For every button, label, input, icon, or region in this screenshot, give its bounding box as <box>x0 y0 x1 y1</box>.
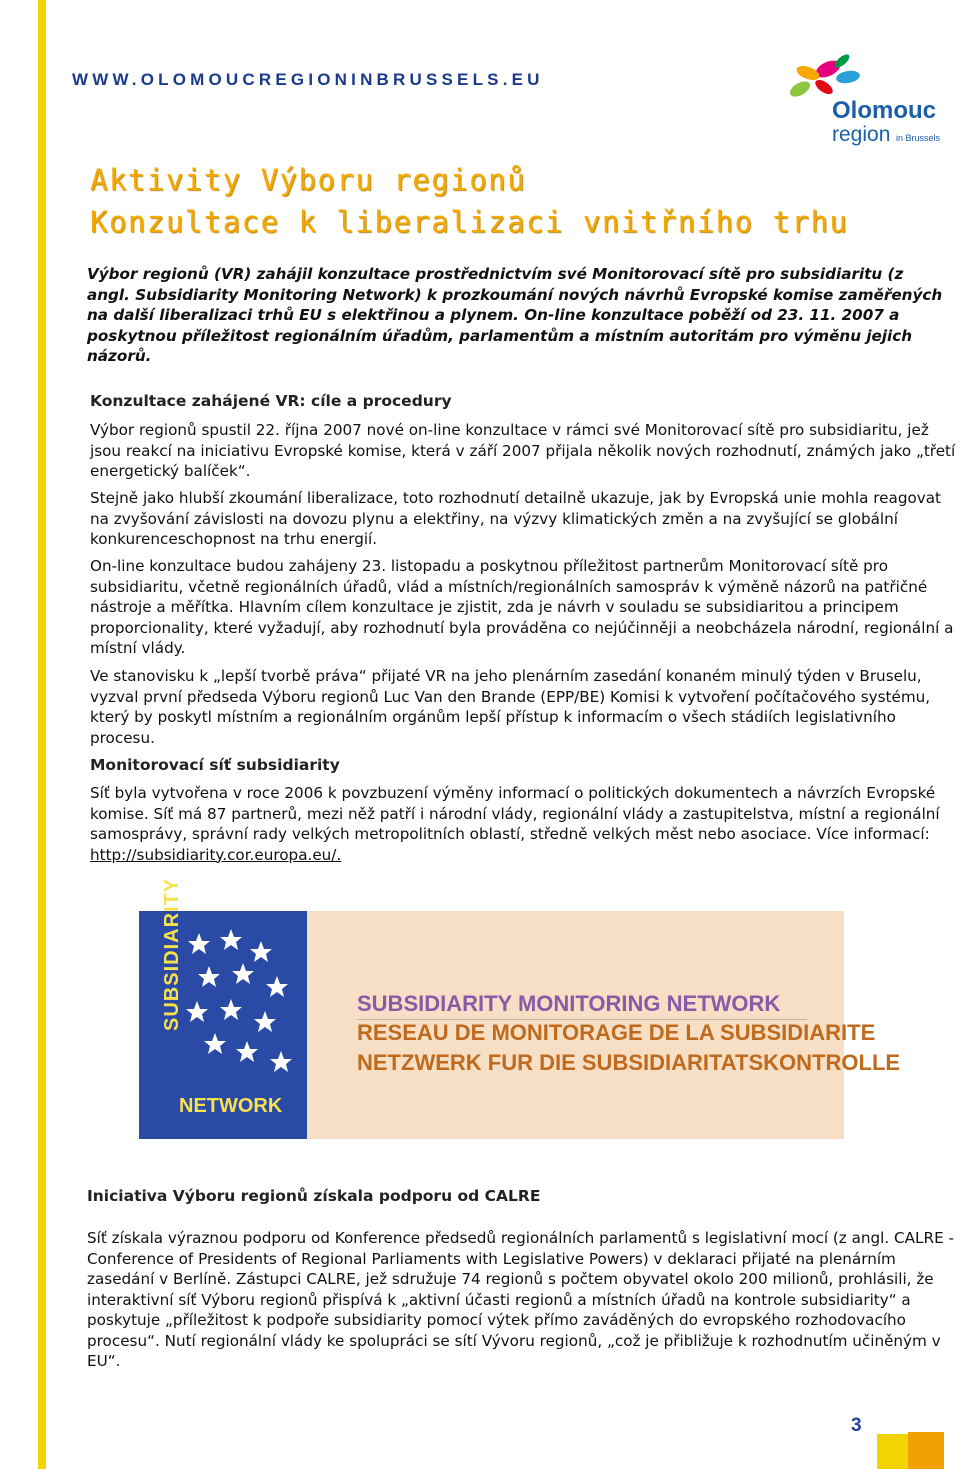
svg-text:in Brussels: in Brussels <box>896 133 941 143</box>
svg-text:region: region <box>832 123 891 146</box>
subsidiarity-network-banner <box>139 877 901 1139</box>
page-title-line2: Konzultace k liberalizaci vnitřního trhu <box>90 205 849 239</box>
svg-text:Olomouc: Olomouc <box>832 97 937 124</box>
banner-line-en: SUBSIDIARITY MONITORING NETWORK <box>357 991 781 1016</box>
banner-vertical-text: SUBSIDIARITY <box>161 877 183 1031</box>
corner-orange-square <box>908 1432 944 1469</box>
subsidiarity-link[interactable]: http://subsidiarity.cor.europa.eu/. <box>90 845 342 864</box>
banner-blue-panel <box>139 877 307 1139</box>
intro-paragraph: Výbor regionů (VR) zahájil konzultace prostřednictvím své Monitorovací sítě pro subsidiaritu (z angl. Subsidiarity Monitoring Network) k prozkoumání nových návrhů Evropské komise zaměřených na další liberalizaci trhů EU s elektřinou a plynem. On-line konzultace poběží od 23. 11. 2007 a poskytnou příležitost regionálním úřadům, parlamentům a místním autoritám pro výměnu jejich názorů. <box>87 265 943 365</box>
section2-text: Síť byla vytvořena v roce 2006 k povzbuzení výměny informací o politických dokumentech a návrzích Evropské komise. Síť má 87 partnerů, mezi něž patří i národní vlády, regionální vlády a zastupitelstva, místní a regionální samosprávy, správní rady velkých metropolitních oblastí, středně velkých měst nebo asociace. Více informací: <box>90 784 940 843</box>
olomouc-region-logo <box>778 55 948 150</box>
banner-line-de: NETZWERK FUR DIE SUBSIDIARITATSKONTROLLE <box>357 1050 901 1075</box>
section1-paragraph4: Ve stanovisku k „lepší tvorbě práva“ přijaté VR na jeho plenárním zasedání konaném minulý týden v Bruselu, vyzval první předseda Výboru regionů Luc Van den Brande (EPP/BE) Komisi k vytvoření počítačového systému, který by poskytl místním a regionálním orgánům lepší přístup k informacím o všech stádiích legislativního procesu. <box>90 667 931 747</box>
section1-paragraph2: Stejně jako hlubší zkoumání liberalizace, toto rozhodnutí detailně ukazuje, jak by Evropská unie mohla reagovat na zvyšování závislosti na dovozu plynu a elektřiny, na výzvy klimatických změn a na zvyšující se globální konkurenceschopnost na trhu energií. <box>90 489 942 548</box>
section1-paragraph1: Výbor regionů spustil 22. října 2007 nové on-line konzultace v rámci své Monitorovací sítě pro subsidiaritu, jež jsou reakcí na iniciativu Evropské komise, která v září 2007 přijala několik nových rozhodnutí, známých jako „třetí energetický balíček“. <box>90 421 956 480</box>
left-accent-bar <box>38 0 46 1469</box>
section2-heading: Monitorovací síť subsidiarity <box>90 756 340 774</box>
banner-line-fr: RESEAU DE MONITORAGE DE LA SUBSIDIARITE <box>357 1020 876 1045</box>
section3-paragraph1: Síť získala výraznou podporu od Konference předsedů regionálních parlamentů s legislativní mocí (z angl. CALRE - Conference of Presidents of Regional Parliaments with Legislative Powers) v deklaraci přijaté na plenárním zasedání v Berlíně. Zástupci CALRE, jež sdružuje 74 regionů s počtem obyvatel okolo 200 milionů, prohlásili, že interaktivní síť Výboru regionů přispívá k „aktivní účasti regionů a místních úřadů na kontrole subsidiarity“ a poskytuje „příležitost k podpoře subsidiarity pomocí výtek přímo zaváděných do evropského rozhodovacího procesu“. Nutí regionální vlády ke spolupráci se sítí Vývoru regionů, „což je přibližuje k rozhodnutím učiněným v EU“. <box>87 1229 954 1370</box>
banner-network-text: NETWORK <box>179 1095 283 1117</box>
page-number: 3 <box>851 1415 862 1436</box>
flower-logo-icon <box>778 55 948 150</box>
site-url: WWW.OLOMOUCREGIONINBRUSSELS.EU <box>72 70 544 89</box>
section3-heading: Iniciativa Výboru regionů získala podporu od CALRE <box>87 1187 541 1205</box>
section2-paragraph1 <box>90 783 960 865</box>
page-title-line1: Aktivity Výboru regionů <box>90 163 527 197</box>
section1-paragraph3: On-line konzultace budou zahájeny 23. listopadu a poskytnou příležitost partnerům Monitorovací sítě pro subsidiaritu, včetně regionálních úřadů, vlád a místních/regionálních samospráv k výměně názorů na patřičné nástroje a měřítka. Hlavním cílem konzultace je zjistit, zda je návrh v souladu se subsidiaritou a principem proporcionality, které vyžadují, aby rozhodnutí byla prováděna co nejúčinněji a neobcházela národní, regionální a místní vlády. <box>90 557 954 657</box>
section1-heading: Konzultace zahájené VR: cíle a procedury <box>90 392 452 410</box>
